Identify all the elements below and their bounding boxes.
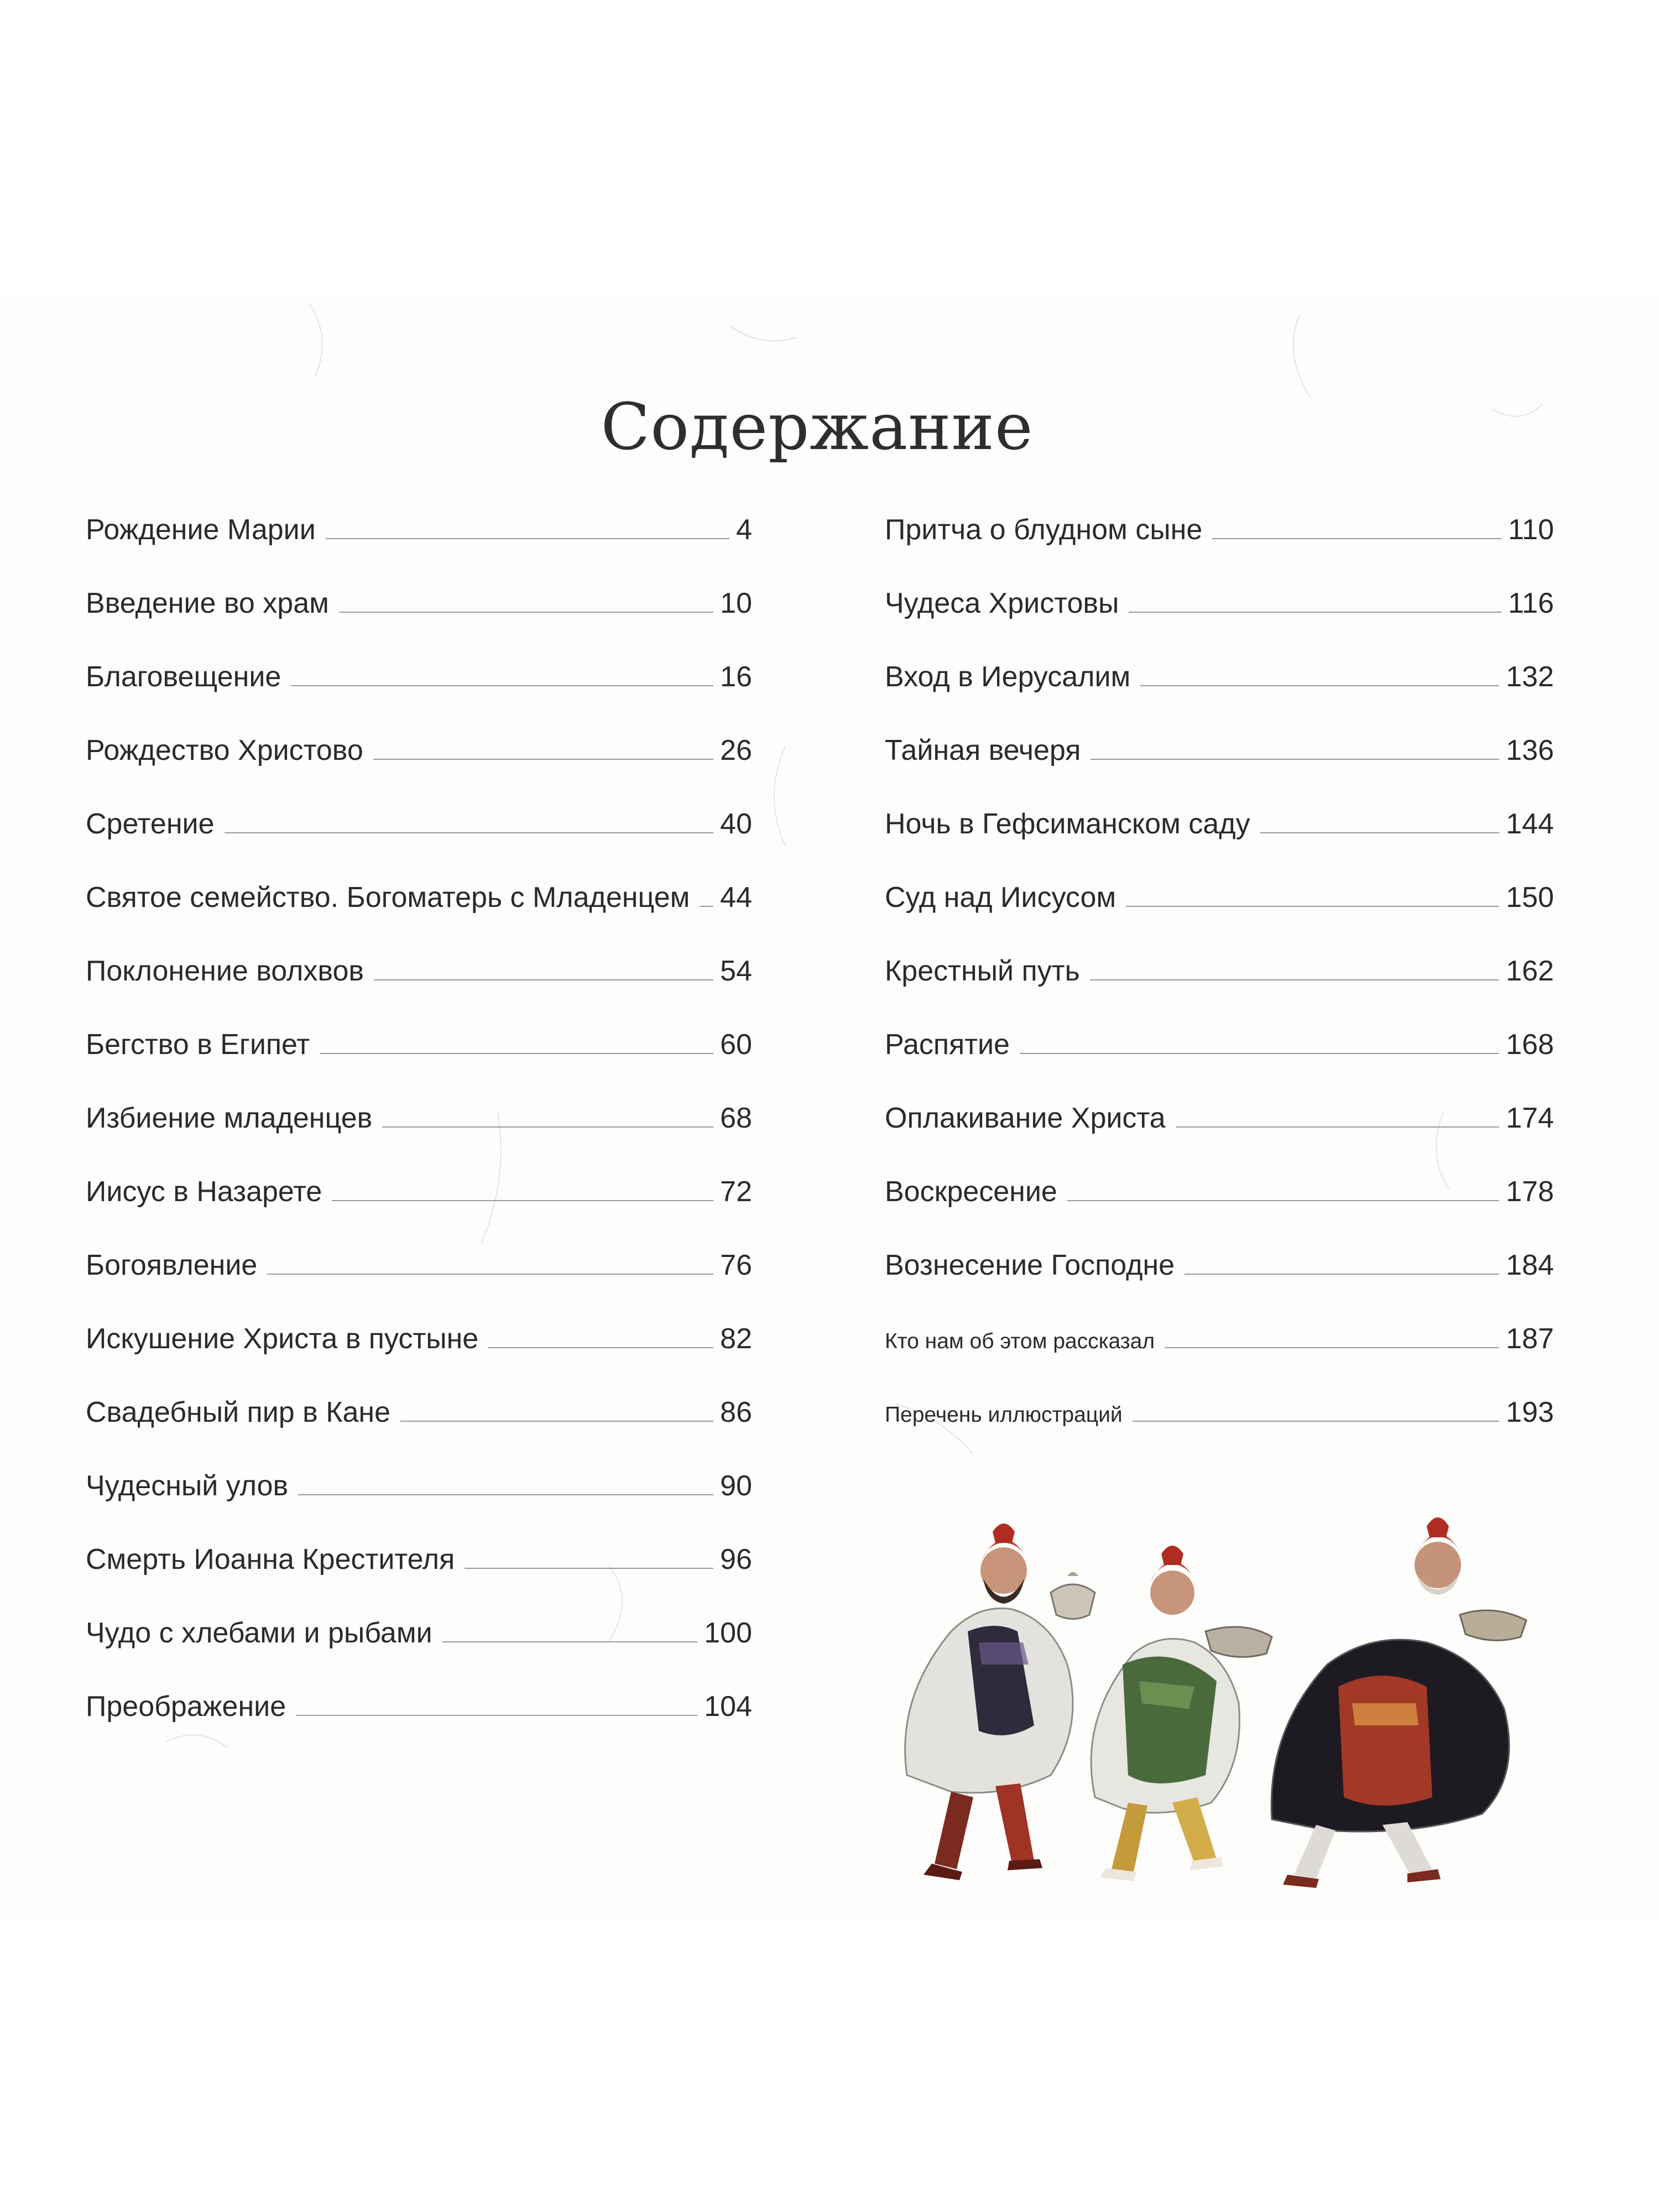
toc-entry[interactable] [885,1102,1554,1175]
toc-entry[interactable] [86,513,752,587]
toc-entry[interactable] [86,881,752,954]
toc-entry-page: 10 [720,587,752,619]
toc-leader-line [1126,898,1499,907]
toc-entry-page: 16 [720,661,752,693]
toc-leader-line [1185,1266,1499,1275]
toc-entry-title: Вход в Иерусалим [885,661,1131,693]
toc-leader-line [326,530,729,539]
toc-leader-line [339,604,713,613]
toc-entry-page: 193 [1506,1396,1554,1428]
toc-entry-title: Поклонение волхвов [86,955,364,987]
toc-entry-title: Распятие [885,1029,1010,1061]
toc-entry[interactable] [86,1175,752,1249]
toc-entry[interactable] [86,1616,752,1690]
toc-entry-title: Чудо с хлебами и рыбами [86,1617,432,1649]
toc-entry-page: 104 [704,1691,752,1723]
toc-entry-page: 110 [1508,514,1554,546]
toc-entry-title: Перечень иллюстраций [885,1403,1123,1427]
toc-entry[interactable] [885,1028,1554,1102]
toc-entry-page: 82 [720,1323,752,1355]
toc-entry[interactable] [86,1543,752,1616]
toc-entry[interactable] [885,1396,1554,1469]
toc-entry-page: 174 [1506,1102,1554,1134]
toc-entry-title: Иисус в Назарете [86,1176,322,1208]
toc-entry-page: 132 [1506,661,1554,693]
toc-entry-title: Суд над Иисусом [885,881,1117,914]
toc-entry-page: 178 [1506,1176,1554,1208]
toc-entry-title: Притча о блудном сыне [885,514,1203,546]
toc-entry-page: 116 [1508,587,1554,619]
toc-entry-page: 100 [704,1617,752,1649]
toc-leader-line [373,751,713,760]
toc-entry[interactable] [86,1249,752,1322]
toc-entry-page: 54 [720,955,752,987]
toc-leader-line [1176,1119,1500,1128]
toc-entry-page: 136 [1506,734,1554,766]
toc-leader-line [1090,972,1500,980]
toc-entry[interactable] [86,1322,752,1396]
toc-entry[interactable] [885,660,1554,734]
toc-entry-title: Чудеса Христовы [885,587,1119,619]
toc-entry-title: Оплакивание Христа [885,1102,1166,1134]
toc-entry-title: Сретение [86,808,215,840]
toc-entry-title: Крестный путь [885,955,1080,987]
toc-entry[interactable] [86,1028,752,1102]
page-title: Содержание [601,390,1034,465]
toc-entry-page: 76 [720,1249,752,1281]
toc-entry-page: 144 [1506,808,1554,840]
toc-right-column [885,513,1554,1469]
toc-entry-page: 60 [720,1029,752,1061]
toc-entry-page: 162 [1506,955,1554,987]
toc-entry[interactable] [86,1469,752,1543]
toc-leader-line [1140,677,1499,686]
toc-entry-page: 26 [720,734,752,766]
toc-entry-title: Рождение Марии [86,514,316,546]
toc-leader-line [465,1560,713,1569]
toc-leader-line [298,1486,713,1495]
toc-leader-line [700,898,713,907]
toc-entry-title: Смерть Иоанна Крестителя [86,1543,455,1575]
toc-entry[interactable] [885,1175,1554,1249]
toc-entry-title: Бегство в Египет [86,1029,310,1061]
toc-left-column [86,513,752,1764]
toc-entry[interactable] [86,734,752,807]
toc-entry[interactable] [885,1322,1554,1396]
toc-entry-title: Свадебный пир в Кане [86,1396,391,1428]
toc-entry[interactable] [86,807,752,881]
toc-leader-line [267,1266,713,1275]
toc-entry[interactable] [885,587,1554,660]
toc-entry-page: 168 [1506,1029,1554,1061]
toc-entry[interactable] [885,807,1554,881]
toc-entry[interactable] [86,660,752,734]
three-magi-mosaic-icon [885,1465,1615,1897]
toc-entry-title: Преображение [86,1691,286,1723]
toc-entry-title: Искушение Христа в пустыне [86,1323,479,1355]
toc-leader-line [1133,1413,1500,1422]
toc-leader-line [320,1045,713,1054]
toc-entry[interactable] [885,881,1554,954]
toc-leader-line [374,972,713,980]
toc-leader-line [400,1413,713,1422]
toc-entry-title: Благовещение [86,661,281,693]
magus-figure [905,1524,1095,1880]
toc-entry-title: Чудесный улов [86,1470,289,1502]
toc-entry-page: 90 [720,1470,752,1502]
toc-entry-page: 184 [1506,1249,1554,1281]
toc-leader-line [382,1119,713,1128]
toc-entry[interactable] [86,954,752,1028]
toc-entry-page: 96 [720,1543,752,1575]
toc-entry-page: 86 [720,1396,752,1428]
toc-entry-page: 187 [1506,1323,1554,1355]
toc-entry-title: Святое семейство. Богоматерь с Младенцем [86,881,690,914]
toc-leader-line [296,1707,697,1716]
toc-entry-page: 68 [720,1102,752,1134]
toc-entry[interactable] [86,1690,752,1764]
toc-leader-line [1129,604,1501,613]
toc-leader-line [332,1192,713,1201]
toc-entry-title: Введение во храм [86,587,329,619]
toc-entry-title: Вознесение Господне [885,1249,1175,1281]
toc-entry[interactable] [885,954,1554,1028]
toc-entry[interactable] [885,734,1554,807]
toc-leader-line [1212,530,1501,539]
toc-entry-page: 72 [720,1176,752,1208]
toc-entry-title: Тайная вечеря [885,734,1081,766]
toc-entry[interactable] [86,1102,752,1175]
toc-leader-line [225,825,714,833]
toc-entry-title: Рождество Христово [86,734,363,766]
toc-entry-title: Богоявление [86,1249,258,1281]
toc-leader-line [1091,751,1499,760]
toc-entry-page: 4 [736,514,752,546]
toc-leader-line [1165,1339,1499,1348]
toc-entry-page: 150 [1506,881,1554,914]
magus-figure [1271,1517,1526,1888]
toc-entry-page: 40 [720,808,752,840]
toc-entry-title: Кто нам об этом рассказал [885,1329,1155,1353]
book-page [0,293,1659,1919]
toc-leader-line [1020,1045,1499,1054]
toc-leader-line [488,1339,713,1348]
toc-leader-line [442,1634,698,1642]
toc-entry[interactable] [885,1249,1554,1322]
toc-entry-title: Ночь в Гефсиманском саду [885,808,1250,840]
toc-entry[interactable] [885,513,1554,587]
toc-entry-title: Избиение младенцев [86,1102,373,1134]
toc-leader-line [291,677,713,686]
toc-leader-line [1260,825,1500,833]
toc-entry[interactable] [86,1396,752,1469]
magus-figure [1091,1546,1272,1881]
toc-entry-page: 44 [720,881,752,914]
toc-entry[interactable] [86,587,752,660]
toc-entry-title: Воскресение [885,1176,1057,1208]
toc-leader-line [1067,1192,1499,1201]
